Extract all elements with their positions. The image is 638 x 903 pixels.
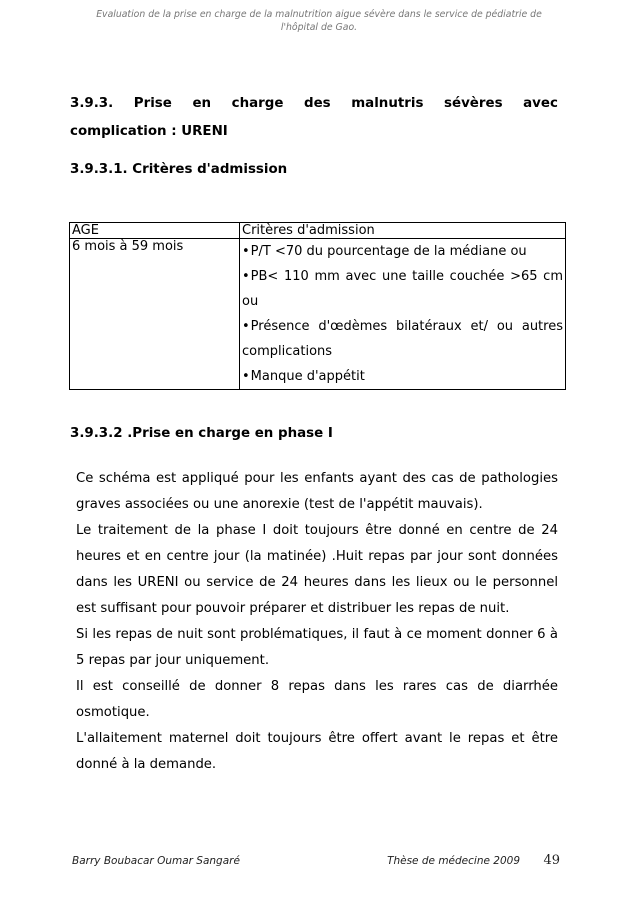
page-number: 49 [543,853,560,868]
subsection-heading-admission: 3.9.3.1. Critères d'admission [70,162,288,177]
paragraph: Il est conseillé de donner 8 repas dans les rares cas de diarrhée osmotique. [76,679,558,720]
criteria-item [242,239,563,264]
criteria-item [242,314,563,364]
table-cell-criteria [240,239,566,390]
table-header-age: AGE [70,223,240,239]
criteria-text: Manque d'appétit [250,369,365,384]
section-title-word: Prise [133,96,172,111]
footer-author: Barry Boubacar Oumar Sangaré [72,855,240,867]
criteria-item [242,264,563,314]
subsection-heading-phase-1: 3.9.3.2 .Prise en charge en phase I [70,426,333,441]
paragraph: Le traitement de la phase I doit toujours être donné en centre de 24 heures et en centre jour (la matinée) .Huit repas par jour sont données dans les URENI ou service de 24 heures dans les lieux ou le personnel est suffisant pour pouvoir préparer et distribuer les repas de nuit. [76,523,558,616]
section-title-word: sévères [444,96,503,111]
section-title-word: en [192,96,212,111]
footer-thesis: Thèse de médecine 2009 [387,855,520,867]
section-title-word: charge [231,96,284,111]
bullet-icon: • [242,369,250,384]
section-title-word: avec [523,96,558,111]
running-header-line-1: Evaluation de la prise en charge de la malnutrition aigue sévère dans le service de pédiatrie de [96,9,542,20]
table-header-row [70,223,566,239]
criteria-text: P/T <70 du pourcentage de la médiane ou [250,244,527,259]
bullet-icon: • [242,319,250,334]
section-title-word: malnutris [351,96,424,111]
section-number: 3.9.3. [70,96,114,111]
body-text [76,466,558,778]
bullet-icon: • [242,244,250,259]
paragraph: Si les repas de nuit sont problématiques, il faut à ce moment donner 6 à 5 repas par jour uniquement. [76,627,558,668]
criteria-text: Présence d'œdèmes bilatéraux et/ ou autres complications [242,319,563,359]
section-heading-line-1 [70,90,558,118]
table-header-criteria: Critères d'admission [240,223,566,239]
table-cell-age: 6 mois à 59 mois [70,239,240,390]
running-header [70,8,568,34]
criteria-list [242,239,563,389]
paragraph: Ce schéma est appliqué pour les enfants ayant des cas de pathologies graves associées ou une anorexie (test de l'appétit mauvais). [76,471,558,512]
table-row [70,239,566,390]
running-header-line-2: l'hôpital de Gao. [280,22,358,33]
section-heading [70,90,558,146]
criteria-text: PB< 110 mm avec une taille couchée >65 cm ou [242,269,563,309]
section-title-word: des [304,96,331,111]
paragraph: L'allaitement maternel doit toujours être offert avant le repas et être donné à la demande. [76,731,558,772]
admission-criteria-table [69,222,566,390]
criteria-item [242,364,563,389]
bullet-icon: • [242,269,250,284]
section-heading-line-2: complication : URENI [70,124,228,139]
